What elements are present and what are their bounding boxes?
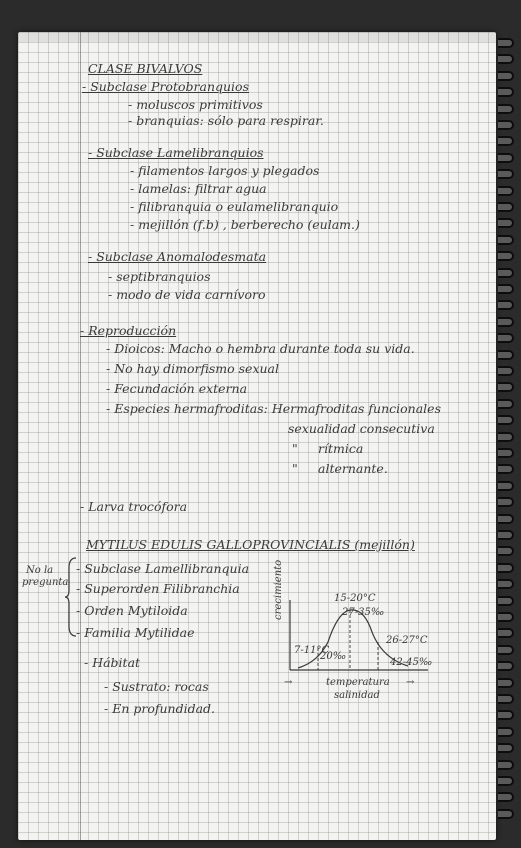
habitat-heading: - Hábitat bbox=[84, 655, 141, 670]
spiral-ring bbox=[498, 153, 514, 163]
taxonomy-item: - Subclase Lamellibranquia bbox=[76, 561, 250, 576]
spiral-binding bbox=[498, 38, 518, 838]
spiral-ring bbox=[498, 186, 514, 196]
spiral-ring bbox=[498, 612, 514, 622]
ditto-mark: " bbox=[292, 461, 298, 476]
spiral-ring bbox=[498, 366, 514, 376]
spiral-ring bbox=[498, 448, 514, 458]
spiral-ring bbox=[498, 809, 514, 819]
spiral-ring bbox=[498, 38, 514, 48]
section-anomalodesmata-item: - modo de vida carnívoro bbox=[108, 287, 266, 302]
growth-graph bbox=[273, 559, 468, 702]
taxonomy-item: - Familia Mytilidae bbox=[76, 625, 195, 640]
margin-line bbox=[80, 32, 81, 840]
page-top-band bbox=[18, 32, 496, 42]
spiral-ring bbox=[498, 563, 514, 573]
spiral-ring bbox=[498, 661, 514, 671]
page-title: CLASE BIVALVOS bbox=[88, 61, 203, 76]
taxonomy-item: - Orden Mytiloida bbox=[76, 603, 188, 618]
spiral-ring bbox=[498, 71, 514, 81]
spiral-ring bbox=[498, 464, 514, 474]
graph-arrow: → bbox=[284, 677, 293, 688]
habitat-item: - Sustrato: rocas bbox=[104, 679, 209, 694]
section-protobranquios-item: - branquias: sólo para respirar. bbox=[128, 113, 324, 128]
ditto-mark: " bbox=[292, 441, 298, 456]
spiral-ring bbox=[498, 432, 514, 442]
spiral-ring bbox=[498, 628, 514, 638]
margin-note: pregunta bbox=[22, 577, 69, 588]
section-lamelibranquios-item: - filamentos largos y plegados bbox=[130, 163, 320, 178]
spiral-ring bbox=[498, 218, 514, 228]
spiral-ring bbox=[498, 710, 514, 720]
spiral-ring bbox=[498, 481, 514, 491]
spiral-ring bbox=[498, 317, 514, 327]
margin-note: No la bbox=[26, 565, 54, 576]
spiral-ring bbox=[498, 54, 514, 64]
spiral-ring bbox=[498, 202, 514, 212]
spiral-ring bbox=[498, 251, 514, 261]
spiral-ring bbox=[498, 284, 514, 294]
spiral-ring bbox=[498, 514, 514, 524]
spiral-ring bbox=[498, 645, 514, 655]
spiral-ring bbox=[498, 120, 514, 130]
spiral-ring bbox=[498, 678, 514, 688]
spiral-ring bbox=[498, 546, 514, 556]
section-anomalodesmata-heading: - Subclase Anomalodesmata bbox=[88, 249, 267, 264]
spiral-ring bbox=[498, 87, 514, 97]
spiral-ring bbox=[498, 136, 514, 146]
section-protobranquios-item: - moluscos primitivos bbox=[128, 97, 263, 112]
graph-label: 27-35‰ bbox=[342, 607, 385, 618]
section-reproduccion-item: - Especies hermafroditas: Hermafroditas funcionales bbox=[106, 401, 441, 416]
graph-x-label: temperatura bbox=[326, 677, 390, 688]
section-protobranquios-heading: - Subclase Protobranquios bbox=[82, 79, 249, 94]
habitat-item: - En profundidad. bbox=[104, 701, 216, 716]
section-reproduccion-heading: - Reproducción bbox=[80, 323, 177, 338]
spiral-ring bbox=[498, 596, 514, 606]
spiral-ring bbox=[498, 579, 514, 589]
spiral-ring bbox=[498, 760, 514, 770]
notebook-page bbox=[18, 32, 496, 840]
sexuality-type: alternante. bbox=[318, 461, 388, 476]
graph-label: 7-11°C bbox=[294, 645, 330, 656]
spiral-ring bbox=[498, 743, 514, 753]
section-lamelibranquios-item: - lamelas: filtrar agua bbox=[130, 181, 267, 196]
spiral-ring bbox=[498, 235, 514, 245]
section-reproduccion-item: - Fecundación externa bbox=[106, 381, 248, 396]
spiral-ring bbox=[498, 694, 514, 704]
spiral-ring bbox=[498, 350, 514, 360]
section-reproduccion-item: - Dioicos: Macho o hembra durante toda su vida. bbox=[106, 341, 415, 356]
graph-arrow: → bbox=[406, 677, 415, 688]
graph-label: 20‰ bbox=[320, 651, 347, 662]
spiral-ring bbox=[498, 300, 514, 310]
section-anomalodesmata-item: - septibranquios bbox=[108, 269, 211, 284]
larva-note: - Larva trocófora bbox=[80, 499, 188, 514]
sexuality-type: rítmica bbox=[318, 441, 364, 456]
spiral-ring bbox=[498, 268, 514, 278]
spiral-ring bbox=[498, 530, 514, 540]
spiral-ring bbox=[498, 792, 514, 802]
graph-label: 42-45‰ bbox=[390, 657, 433, 668]
species-heading: MYTILUS EDULIS GALLOPROVINCIALIS (mejillón) bbox=[86, 537, 415, 552]
spiral-ring bbox=[498, 776, 514, 786]
section-reproduccion-item: - No hay dimorfismo sexual bbox=[106, 361, 279, 376]
spiral-ring bbox=[498, 169, 514, 179]
graph-label: 15-20°C bbox=[334, 593, 376, 604]
spiral-ring bbox=[498, 399, 514, 409]
spiral-ring bbox=[498, 415, 514, 425]
section-lamelibranquios-item: - mejillón (f.b) , berberecho (eulam.) bbox=[130, 217, 360, 232]
sexuality-type: sexualidad consecutiva bbox=[288, 421, 435, 436]
spiral-ring bbox=[498, 333, 514, 343]
section-lamelibranquios-item: - filibranquia o eulamelibranquio bbox=[130, 199, 339, 214]
spiral-ring bbox=[498, 382, 514, 392]
section-lamelibranquios-heading: - Subclase Lamelibranquios bbox=[88, 145, 264, 160]
spiral-ring bbox=[498, 497, 514, 507]
taxonomy-item: - Superorden Filibranchia bbox=[76, 581, 240, 596]
graph-x-label: salinidad bbox=[334, 690, 380, 701]
spiral-ring bbox=[498, 727, 514, 737]
graph-label: 26-27°C bbox=[386, 635, 428, 646]
graph-y-label: crecimiento bbox=[273, 559, 284, 620]
spiral-ring bbox=[498, 104, 514, 114]
